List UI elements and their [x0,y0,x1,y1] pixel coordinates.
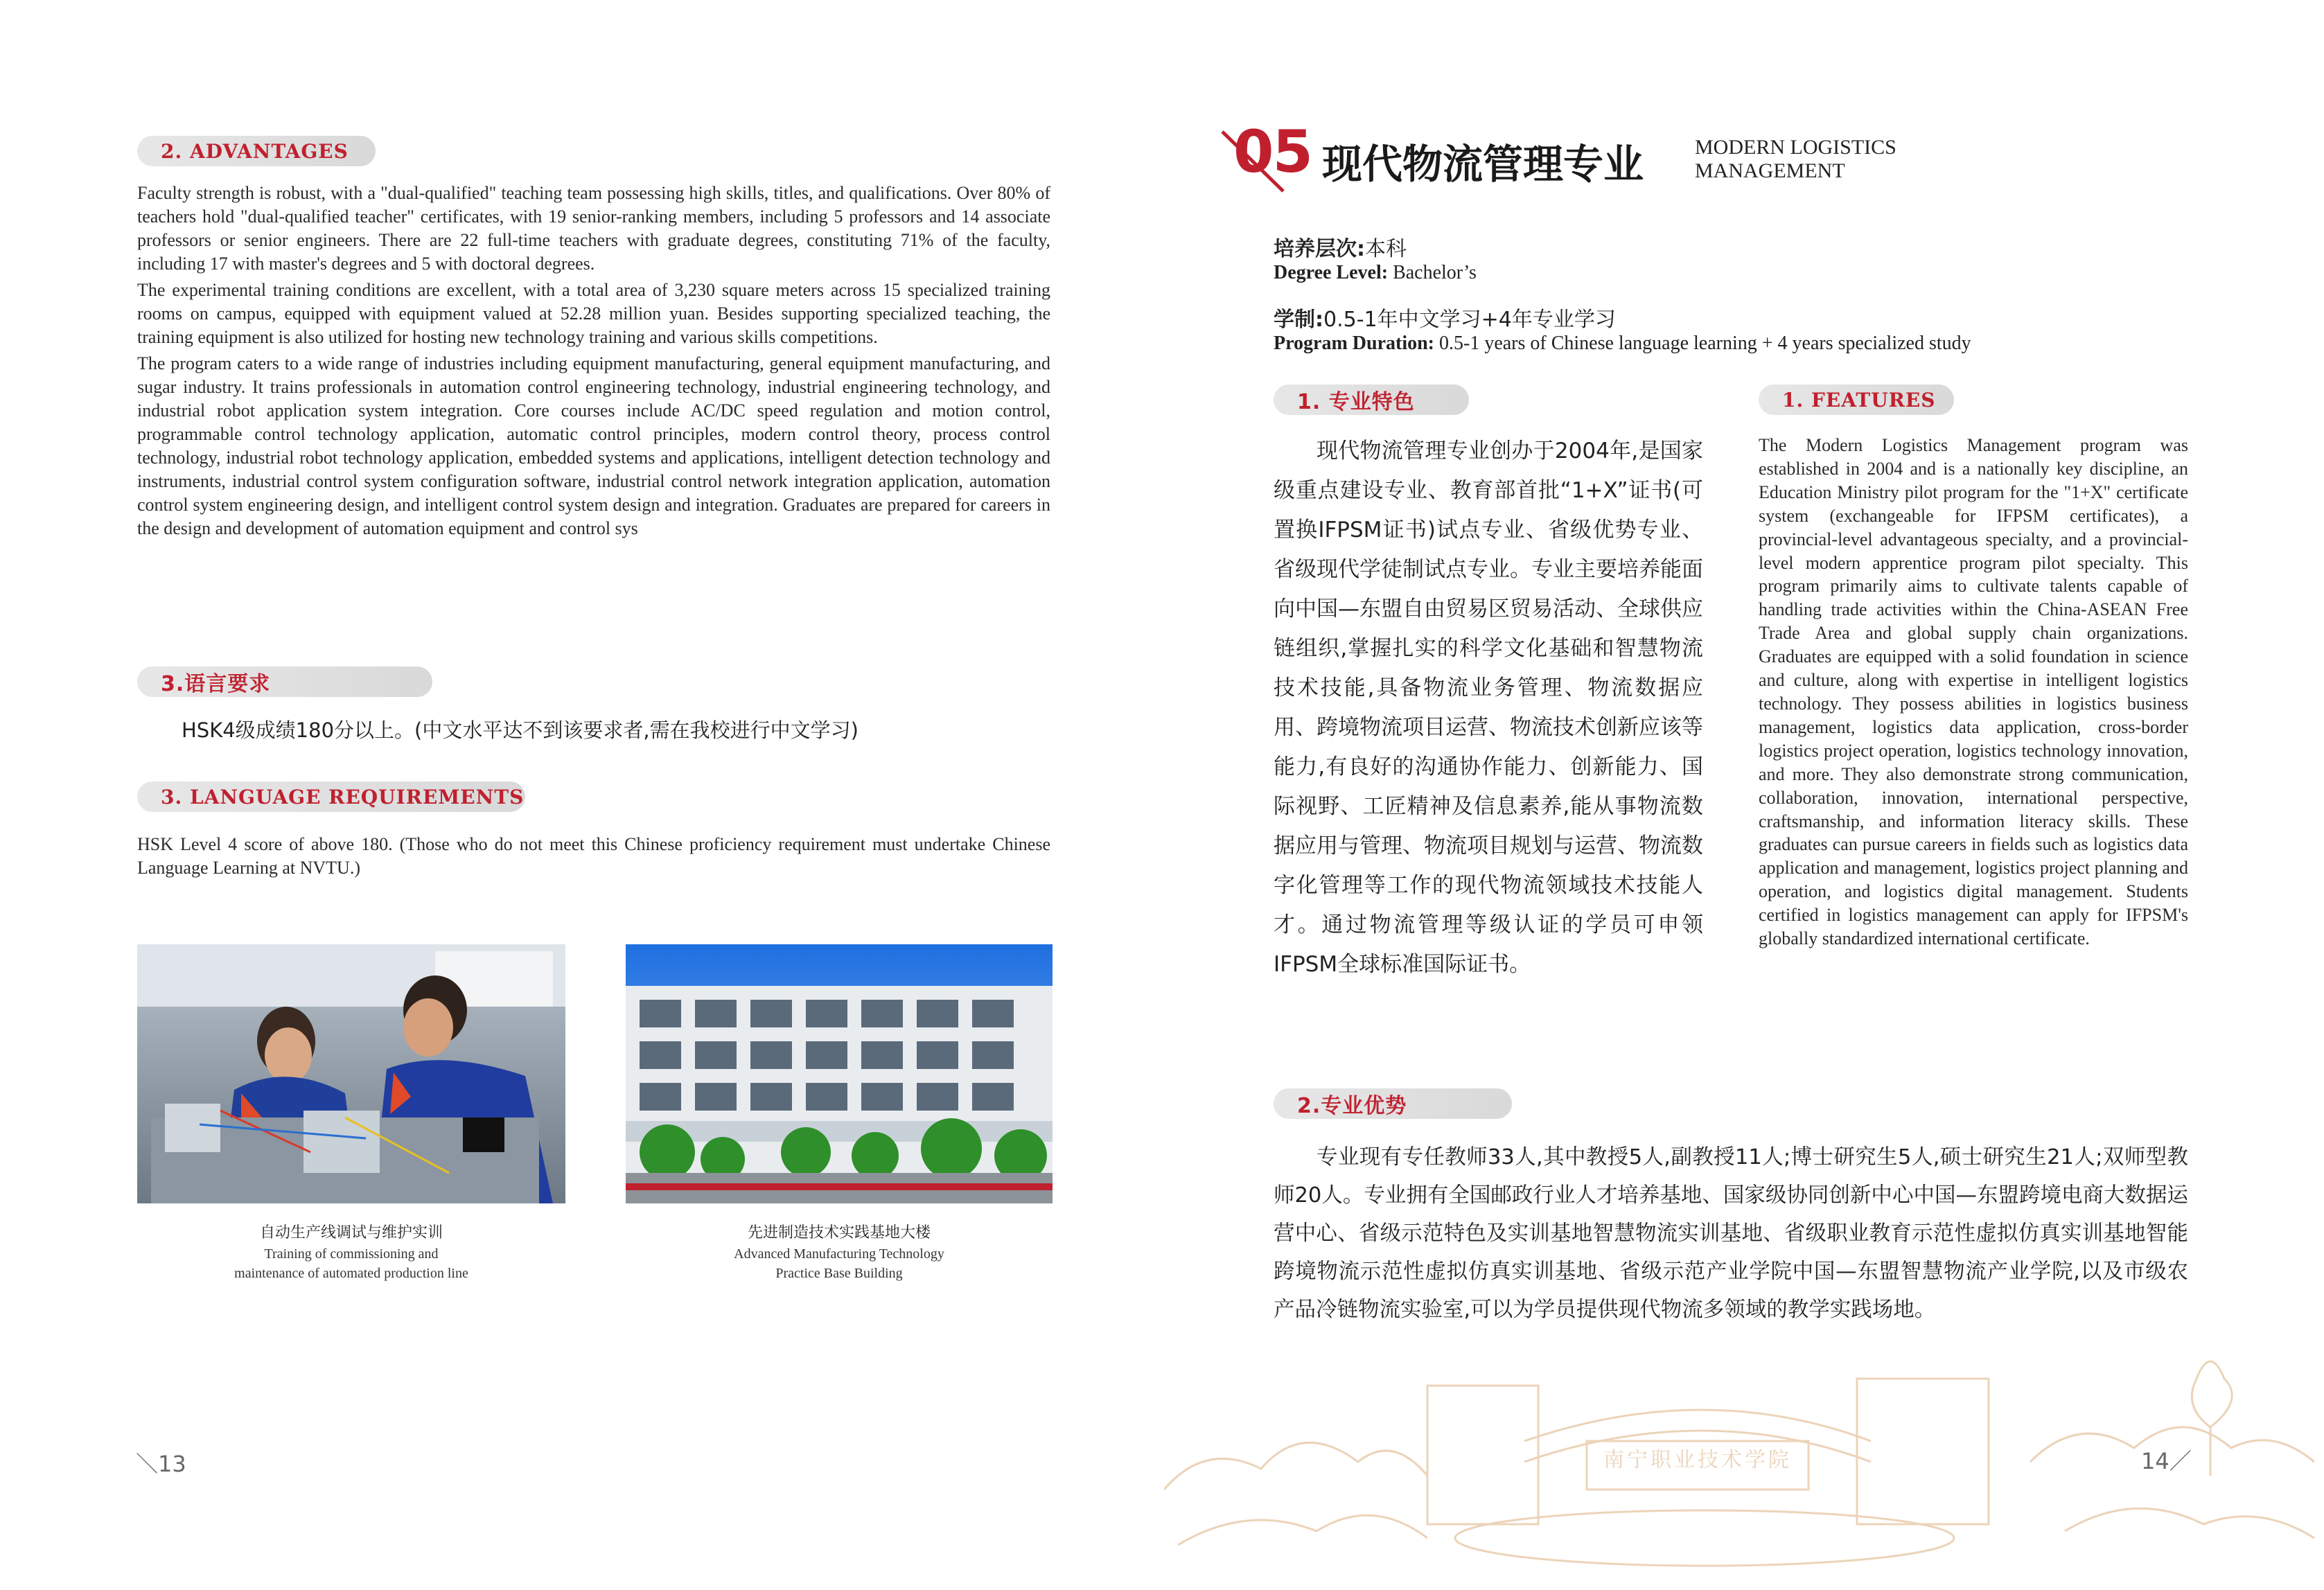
degree-level-en: Degree Level: Bachelor’s [1274,262,1477,283]
advantages-paragraph-2: The experimental training conditions are excellent, with a total area of 3,230 square meters across 15 specialized training rooms on campus, equipped with equipment valued at 52.28 million yuan. Besides supporting specialized teaching, the training equipment is also utilized for hosting new technology training and various skills competitions. [137,280,1050,347]
advantages-paragraph-1: Faculty strength is robust, with a "dual-qualified" teaching team possessing high skills, titles, and qualifications. Over 80% of teachers hold "dual-qualified teacher" certificates, with 19 senior-ranking members, including 5 professors and 14 associate professors or senior engineers. There are 22 full-time teachers with graduate degrees, constituting 71% of the faculty, including 17 with master's degrees and 5 with doctoral degrees. [137,183,1050,274]
degree-level-cn: 培养层次:本科 [1274,237,1407,261]
section-heading-advantages-cn: 2.专业优势 [1274,1088,1512,1119]
photo1-caption-cn: 自动生产线调试与维护实训 [259,1224,443,1242]
photo-production-line-illustration [137,944,565,1203]
photo2-caption-cn: 先进制造技术实践基地大楼 [747,1224,931,1242]
program-duration-en: Program Duration: 0.5-1 years of Chinese language learning + 4 years specialized study [1274,333,1971,354]
language-requirement-cn: HSK4级成绩180分以上。(中文水平达不到该要求者,需在我校进行中文学习) [182,718,859,742]
photo-manufacturing-building [626,944,1053,1203]
section-heading-language-cn: 3.语言要求 [137,666,432,697]
advantages-text-cn: 专业现有专任教师33人,其中教授5人,副教授11人;博士研究生5人,硕士研究生21人;双师型教师20人。专业拥有全国邮政行业人才培养基地、国家级协同创新中心中国—东盟跨境电商大数据运营中心、省级示范特色及实训基地智慧物流实训基地、省级职业教育示范性虚拟仿真实训基地智能跨境物流示范性虚拟仿真实训基地、省级示范产业学院中国—东盟智慧物流产业学院,以及市级农产品冷链物流实验室,可以为学员提供现代物流多领域的教学实践场地。 [1274,1145,2188,1322]
section-heading-features-en: 1. FEATURES [1759,385,1954,415]
advantages-body [137,182,1050,540]
page-slash-icon: ＼ [136,1451,159,1477]
page-slash-icon: ／ [2169,1448,2192,1474]
advantages-paragraph-3: The program caters to a wide range of industries including equipment manufacturing, general equipment manufacturing, and sugar industry. It trains professionals in automation control engineering technology, industrial engineering technology, and industrial robot application system integration. Core courses include AC/DC speed regulation and motion control, programmable control technology application, automatic control principles, modern control theory, process control technology, industrial robot technology application, embedded systems and applications, intelligent detection technology and instruments, industrial control system configuration software, industrial control network integration application, automation control system engineering design, and intelligent control system design and integration. Graduates are prepared for careers in the design and development of automation equipment and control sys [137,353,1050,538]
features-text-cn: 现代物流管理专业创办于2004年,是国家级重点建设专业、教育部首批“1+X”证书(可置换IFPSM证书)试点专业、省级优势专业、省级现代学徒制试点专业。专业主要培养能面向中国—东盟自由贸易区贸易活动、全球供应链组织,掌握扎实的科学文化基础和智慧物流技术技能,具备物流业务管理、物流数据应用、跨境物流项目运营、物流技术创新应该等能力,有良好的沟通协作能力、创新能力、国际视野、工匠精神及信息素养,能从事物流数据应用与管理、物流项目规划与运营、物流数字化管理等工作的现代物流领域技术技能人才。通过物流管理等级认证的学员可申领IFPSM全球标准国际证书。 [1274,439,1703,977]
section-heading-language-en: 3. LANGUAGE REQUIREMENTS [137,781,525,812]
photo-production-line-training [137,944,565,1203]
page-number-left: ＼13 [136,1451,186,1477]
language-requirement-en: HSK Level 4 score of above 180. (Those who do not meet this Chinese proficiency requirement must undertake Chinese Language Learning at NVTU.) [137,834,1050,878]
gate-sign-text: 南宁职业技术学院 [1603,1448,1792,1472]
photo-building-illustration [626,944,1053,1203]
program-title-cn: 现代物流管理专业 [1322,141,1644,188]
photo1-caption-en: Training of commissioning and maintenance of automated production line [234,1246,468,1281]
features-text-en: The Modern Logistics Management program was established in 2004 and is a nationally key discipline, an Education Ministry pilot program for the "1+X" certificate system (exchangeable for IFPSM certificates), a provincial-level advantageous specialty, and a provincial-level modern apprentice program pilot specialty. This program primarily aims to cultivate talents capable of handling trade activities within the China-ASEAN Free Trade Area and global supply chain organizations. Graduates are equipped with a solid foundation in science and culture, along with expertise in intelligent logistics technology. They possess abilities in logistics business management, logistics data application, cross-border logistics project operation, logistics technology innovation, and more. They also demonstrate strong communication, collaboration, innovation, international perspective, craftsmanship, and information literacy skills. These graduates can pursue careers in fields such as logistics data application and management, logistics project planning and operation, and logistics digital management. Students certified in logistics management can apply for IFPSM's globally standardized international certificate. [1759,435,2188,949]
photo2-caption-en: Advanced Manufacturing Technology Practice Base Building [734,1246,944,1281]
title-number-block [1221,116,1318,193]
program-number: 05 [1233,118,1312,186]
program-duration-cn: 学制:0.5-1年中文学习+4年专业学习 [1274,308,1616,332]
section-heading-features-cn: 1. 专业特色 [1274,385,1469,415]
page-number-right: 14／ [2141,1448,2192,1474]
program-title-en: MODERN LOGISTICS MANAGEMENT [1695,136,1896,182]
section-heading-advantages: 2. ADVANTAGES [137,136,376,166]
